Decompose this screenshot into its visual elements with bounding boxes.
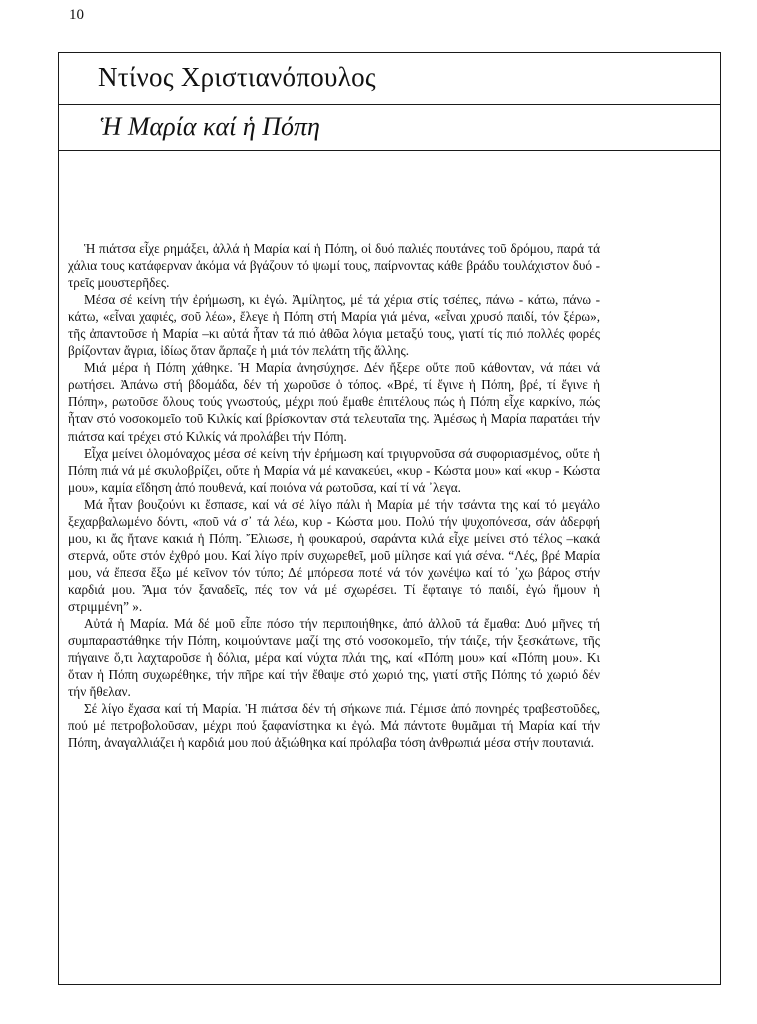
paragraph: Εἶχα μείνει ὁλομόναχος μέσα σέ κείνη τήν ἐρήμωση καί τριγυρνοῦσα σά συφοριασμένος, οὔτε ἡ Πόπη πιά νά μέ σκυλοβρίζει, οὔτε ἡ Μαρία νά μέ κανακεύει, «κυρ - Κώστα μου» καί «κυρ - Κώστα μου», καμία εἴδηση ἀπό πουθενά, καί ποιόνα νά ρωτοῦσα, καί τί νά ᾽λεγα. <box>68 445 600 495</box>
paragraph: Μέσα σέ κείνη τήν ἐρήμωση, κι ἐγώ. Ἀμίλητος, μέ τά χέρια στίς τσέπες, πάνω - κάτω, πάνω - κάτω, «εἶναι χαφιές, σοῦ λέω», ἔλεγε ἡ Πόπη στή Μαρία γιά μένα, «εἶναι χρυσό παιδί, τόν ξέρω», τῆς ἀπαντοῦσε ἡ Μαρία –κι αὐτά ἦταν τά πιό ἀθῶα λόγια μεταξύ τους, γιατί τίς πιό πολλές φορές βρίζονταν ἄγρια, ἰδίως ὅταν ἅρπαζε ἡ μιά τόν πελάτη τῆς ἄλλης. <box>68 292 600 359</box>
title-box <box>59 105 720 151</box>
paragraph: Ἡ πιάτσα εἶχε ρημάξει, ἀλλά ἡ Μαρία καί ἡ Πόπη, οἱ δυό παλιές πουτάνες τοῦ δρόμου, παρά τά χάλια τους κατάφερναν ἀκόμα νά βγάζουν τό ψωμί τους, παίρνοντας κάθε βράδυ τουλάχιστον δυό - τρεῖς μουστερῆδες. <box>68 241 600 291</box>
paragraph: Σέ λίγο ἔχασα καί τή Μαρία. Ἡ πιάτσα δέν τή σήκωνε πιά. Γέμισε ἀπό πονηρές τραβεστοῦδες, πού μέ πετροβολοῦσαν, μέχρι πού ξαφανίστηκα κι ἐγώ. Μά πάντοτε θυμᾶμαι τή Μαρία καί τήν Πόπη, ἀναγαλλιάζει ἡ καρδιά μου πού ἀξιώθηκα καί πρόλαβα τόση ἀνθρωπιά μέσα στήν πουτανιά. <box>68 701 600 751</box>
page-number: 10 <box>69 7 84 23</box>
paragraph: Μιά μέρα ἡ Πόπη χάθηκε. Ἡ Μαρία ἀνησύχησε. Δέν ἤξερε οὔτε ποῦ κάθονταν, νά πάει νά ρωτήσει. Ἀπάνω στή βδομάδα, δέν τή χωροῦσε ὁ τόπος. «Βρέ, τί ἔγινε ἡ Πόπη, βρέ, τί ἔγινε ἡ Πόπη», ρωτοῦσε ὅλους τούς γνωστούς, μέχρι πού ἔμαθε ἐπιτέλους πώς ἡ Πόπη εἶχε καρκίνο, πώς ἦταν στό νοσοκομεῖο τοῦ Κιλκίς καί βρίσκονταν στά τελευταῖα της. Ἀμέσως ἡ Μαρία παρατάει τήν πιάτσα καί τρέχει στό Κιλκίς νά προλάβει τήν Πόπη. <box>68 360 600 444</box>
paragraph: Αὐτά ἡ Μαρία. Μά δέ μοῦ εἶπε πόσο τήν περιποιήθηκε, ἀπό ἀλλοῦ τά ἔμαθα: Δυό μῆνες τή συμπαραστάθηκε τήν Πόπη, κοιμούντανε μαζί της στό νοσοκομεῖο, τήν τάιζε, τήν ξεσκάτωνε, τῆς πήγαινε ὅ,τι λαχταροῦσε ἡ δόλια, μέρα καί νύχτα πλάι της, καί «Πόπη μου» καί «Πόπη μου». Κι ὅταν ἡ Πόπη συχωρέθηκε, τήν πῆρε καί τήν ἔθαψε στό χωριό της, γιατί στῆς Πόπης τό χωριό δέν τήν ἤθελαν. <box>68 616 600 700</box>
story-title: Ἡ Μαρία καί ἡ Πόπη <box>100 112 320 141</box>
author-box <box>59 53 720 105</box>
paragraph: Μά ἦταν βουζούνι κι ἔσπασε, καί νά σέ λίγο πάλι ἡ Μαρία μέ τήν τσάντα της καί τό μεγάλο ξεχαρβαλωμένο δόντι, «ποῦ νά σ᾽ τά λέω, κυρ - Κώστα μου. Πολύ τήν ψυχοπόνεσα, σάν ἀδερφή μου, κι ἄς ἤτανε κακιά ἡ Πόπη. Ἔλιωσε, ἡ φουκαρού, σαράντα κιλά εἶχε μείνει στό τέλος –κακά στερνά, οὔτε στόν ἐχθρό μου. Καί λίγο πρίν συχωρεθεῖ, μοῦ μίλησε καί γιά σένα. “Λές, βρέ Μαρία μου, νά ἔπεσα ἔξω μέ κεῖνον τόν τύπο; Δέ μπόρεσα ποτέ νά τόν χωνέψω καί τό ᾽χω βάρος στήν καρδιά μου. Ἄμα τόν ξαναδεῖς, πές τον νά μέ σχωρέσει. Τί ἔφταιγε τό παιδί, ἐγώ ἤμουν ἡ στριμμένη” ». <box>68 496 600 614</box>
story-body <box>68 240 600 751</box>
author-name: Ντίνος Χριστιανόπουλος <box>98 62 376 92</box>
